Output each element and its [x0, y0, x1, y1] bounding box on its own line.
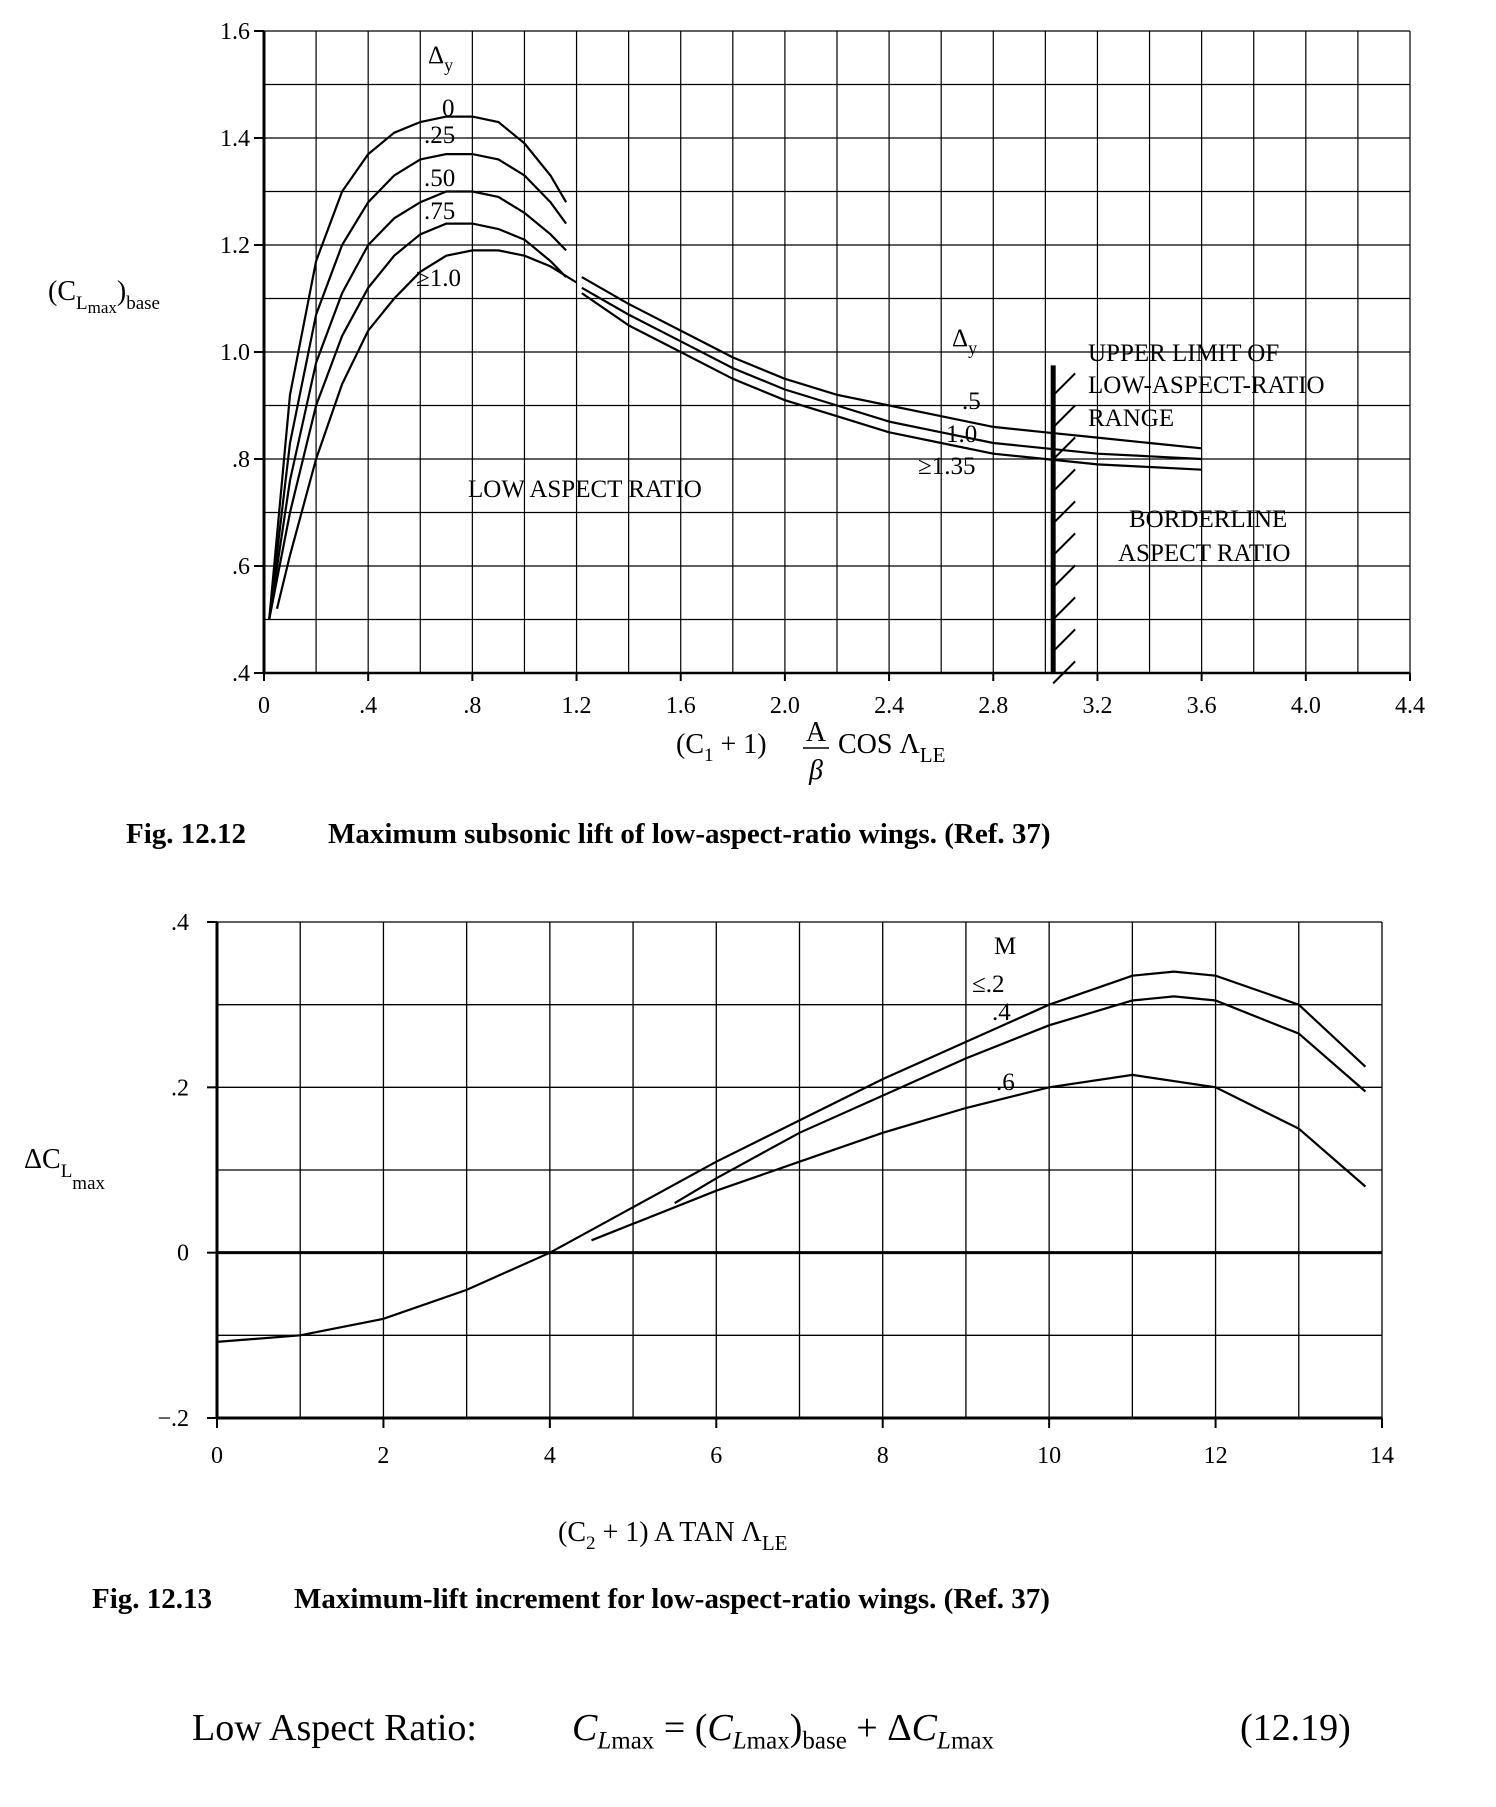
- chart2-y-axis-label: $\Delta C_{Lmax}$: [24, 1144, 106, 1194]
- hatch-mark: [1053, 597, 1075, 619]
- x-tick-label: 2.0: [769, 693, 800, 719]
- chart2-grid: [217, 922, 1382, 1418]
- legend1-entry-3: .75: [424, 198, 456, 225]
- x-tick-label: 2.8: [978, 693, 1009, 719]
- hatch-mark: [1053, 373, 1075, 395]
- chart1-x-axis-label-left: $(C_1 + 1)$: [676, 729, 767, 766]
- x-tick-label: 8: [876, 1443, 889, 1469]
- chart1-figure-label: Fig. 12.12: [126, 818, 247, 850]
- x-tick-label: 12: [1203, 1443, 1228, 1469]
- legend1-entry-1: .25: [424, 122, 456, 149]
- y-tick-label: .2: [171, 1075, 189, 1102]
- annotation-borderline-line1: BORDERLINE: [1129, 506, 1288, 533]
- series-low-.25: [269, 154, 566, 619]
- chart1-x-axis-label-right: COS $\Lambda_{LE}$: [838, 729, 946, 767]
- x-tick-label: 4.0: [1290, 693, 1321, 719]
- y-tick-label: 1.0: [220, 340, 250, 366]
- chart-12-12: [48, 19, 1425, 850]
- x-tick-label: 1.2: [561, 693, 592, 719]
- legend-m-title: M: [994, 933, 1017, 960]
- chart1-x-axis-label-frac-den: β: [809, 755, 823, 786]
- annotation-upper-limit-line1: UPPER LIMIT OF: [1088, 340, 1280, 367]
- x-tick-label: 4: [543, 1443, 556, 1469]
- series-m-≤.2: [217, 972, 1365, 1342]
- x-tick-label: 0: [211, 1443, 223, 1469]
- x-tick-label: 2.4: [874, 693, 905, 719]
- series-m-.4: [675, 996, 1366, 1203]
- y-tick-label: .8: [232, 447, 250, 473]
- y-tick-label: 0: [177, 1240, 189, 1267]
- hatch-mark: [1053, 405, 1075, 427]
- x-tick-label: 0: [258, 693, 270, 719]
- equation-number: (12.19): [1240, 1707, 1351, 1749]
- legend-m-entry-1: .4: [992, 999, 1011, 1026]
- legend2-title: $\Delta_y$: [952, 325, 978, 358]
- legend-m-entry-0: ≤.2: [972, 971, 1005, 998]
- annotation-upper-limit-line2: LOW-ASPECT-RATIO: [1088, 372, 1325, 399]
- equation-lead: Low Aspect Ratio:: [192, 1707, 477, 1749]
- annotation-low-aspect-ratio: LOW ASPECT RATIO: [468, 476, 702, 503]
- chart2-series: [217, 972, 1365, 1342]
- annotation-borderline-line2: ASPECT RATIO: [1118, 540, 1291, 567]
- chart1-y-axis-label: $(C_L\max)_{base}$: [48, 276, 160, 317]
- chart-12-13: [24, 910, 1394, 1615]
- equation-body: $C_{Lmax} = (C_{Lmax})_{base} + \Delta C_{Lmax}$: [572, 1707, 994, 1755]
- chart2-x-axis-label: $(C_2 + 1)$ A TAN $\Lambda_{LE}$: [558, 1517, 788, 1555]
- legend1-title: $\Delta_y$: [428, 42, 454, 75]
- series-low-≥1.0: [277, 250, 577, 608]
- legend2-entry-1: 1.0: [946, 421, 978, 448]
- y-tick-label: .6: [232, 554, 250, 580]
- chart2-caption: Maximum-lift increment for low-aspect-ratio wings. (Ref. 37): [294, 1583, 1050, 1615]
- legend2-entry-0: .5: [962, 388, 981, 415]
- legend1-entry-2: .50: [424, 165, 456, 192]
- chart2-figure-label: Fig. 12.13: [92, 1583, 213, 1615]
- legend1-entry-4: ≥1.0: [416, 265, 461, 292]
- hatch-mark: [1053, 469, 1075, 491]
- hatch-mark: [1053, 629, 1075, 651]
- legend-m-entry-2: .6: [996, 1069, 1015, 1096]
- legend1-entry-0: 0: [442, 95, 455, 122]
- x-tick-label: 2: [377, 1443, 390, 1469]
- hatch-mark: [1053, 565, 1075, 587]
- hatch-mark: [1053, 533, 1075, 555]
- y-tick-label: 1.4: [220, 126, 250, 152]
- annotation-upper-limit-line3: RANGE: [1088, 405, 1175, 432]
- chart1-caption: Maximum subsonic lift of low-aspect-ratio wings. (Ref. 37): [328, 818, 1051, 850]
- series-m-.6: [592, 1075, 1366, 1240]
- y-tick-label: 1.6: [220, 19, 250, 45]
- x-tick-label: 3.6: [1186, 693, 1217, 719]
- x-tick-label: 4.4: [1395, 693, 1425, 719]
- chart1-upper-limit-line: [1053, 365, 1075, 683]
- y-tick-label: .4: [232, 661, 250, 687]
- chart2-tick-labels: [157, 910, 1394, 1469]
- legend2-entry-2: ≥1.35: [918, 453, 976, 480]
- x-tick-label: 14: [1370, 1443, 1394, 1469]
- y-tick-label: 1.2: [220, 233, 250, 259]
- x-tick-label: 3.2: [1082, 693, 1113, 719]
- chart1-tick-labels: [220, 19, 1425, 719]
- x-tick-label: 1.6: [665, 693, 696, 719]
- x-tick-label: 10: [1037, 1443, 1062, 1469]
- x-tick-label: 6: [710, 1443, 723, 1469]
- chart1-x-axis-label-frac-num: A: [805, 717, 827, 748]
- y-tick-label: .4: [171, 910, 189, 936]
- x-tick-label: .8: [463, 693, 482, 719]
- x-tick-label: .4: [359, 693, 378, 719]
- y-tick-label: −.2: [157, 1406, 189, 1432]
